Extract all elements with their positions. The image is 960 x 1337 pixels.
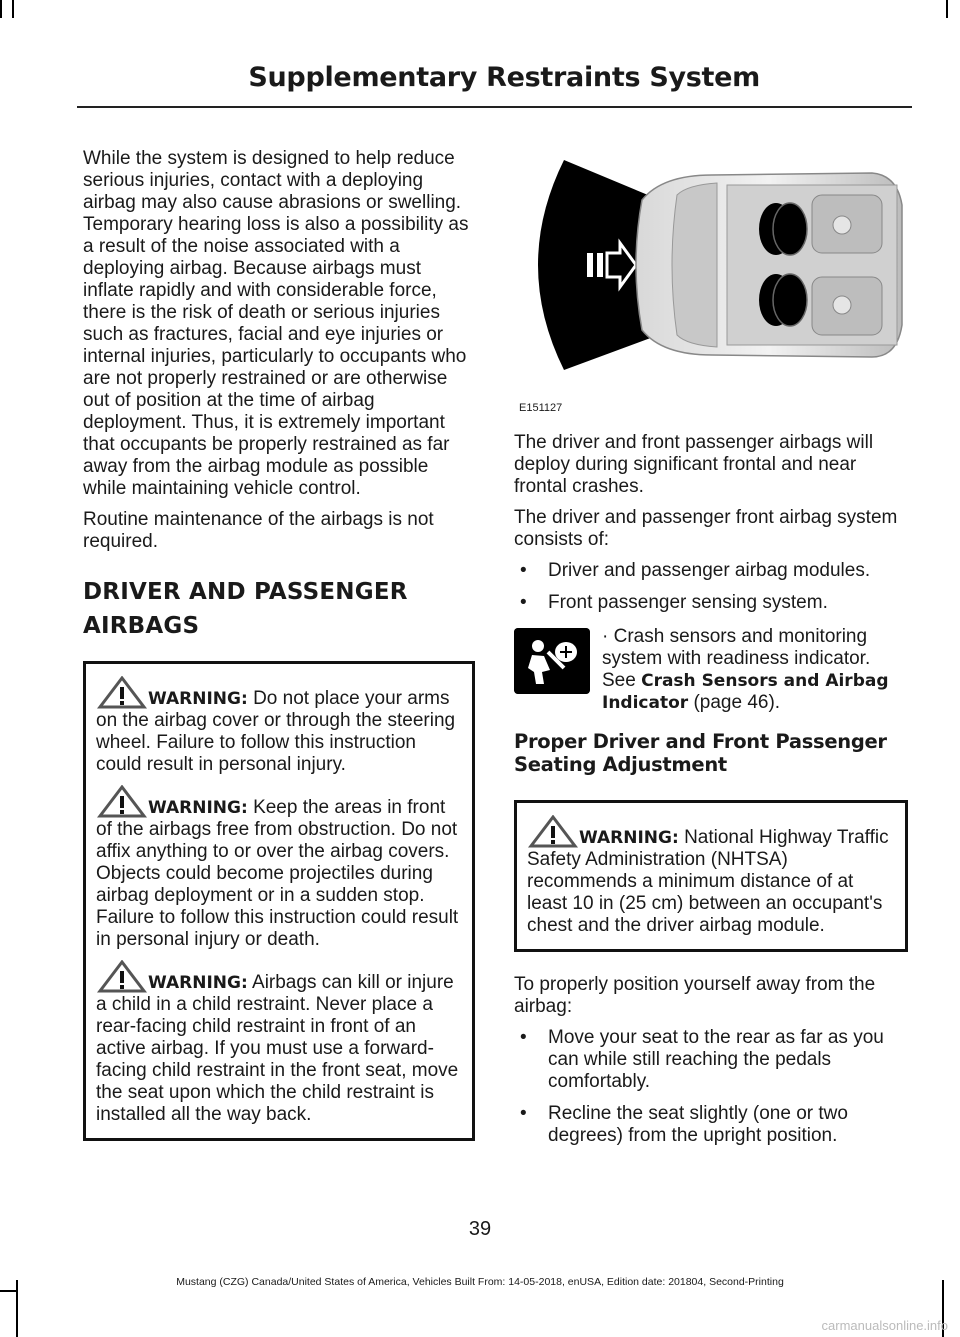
warning-triangle-icon: [96, 676, 148, 710]
warning-text: Airbags can kill or injure a child in a child restraint. Never place a rear-facing child restraint in front of an active airbag. If you must use a forward-facing child restraint in the front seat, move the seat upon which the child restraint is installed all the way back.: [96, 972, 459, 1125]
warning-item: [527, 815, 897, 937]
bullet-glyph: •: [520, 560, 527, 581]
warning-text: National Highway Traffic Safety Administration (NHTSA) recommends a minimum distance of at least 10 in (25 cm) between an occupant's chest and the driver airbag module.: [527, 827, 889, 936]
crash-sensor-link[interactable]: Crash Sensors and Airbag Indicator: [602, 671, 889, 713]
warning-label: WARNING:: [148, 798, 248, 818]
position-paragraph: To properly position yourself away from the airbag:: [514, 974, 876, 1017]
right-column: [514, 432, 908, 1159]
airbag-warning-icon: [514, 628, 590, 694]
maintenance-paragraph: Routine maintenance of the airbags is not required.: [83, 509, 434, 552]
warning-item: [96, 676, 464, 776]
deploy-paragraph: The driver and front passenger airbags will deploy during significant frontal and near frontal crashes.: [514, 432, 874, 497]
list-item: • Front passenger sensing system.: [520, 592, 828, 613]
subheading: Proper Driver and Front Passenger Seating Adjustment: [514, 730, 887, 776]
section-heading-line2: AIRBAGS: [83, 613, 200, 639]
bullet-glyph: •: [520, 592, 527, 613]
components-list: [514, 560, 908, 614]
page-number: 39: [468, 1218, 492, 1240]
position-list: [514, 1027, 908, 1147]
crash-sensor-text: · Crash sensors and monitoring system with readiness indicator. See: [602, 626, 871, 691]
warning-label: WARNING:: [148, 973, 248, 993]
list-item: • Recline the seat slightly (one or two degrees) from the upright position.: [520, 1103, 848, 1146]
warning-text: Keep the areas in front of the airbags free from obstruction. Do not affix anything to or over the airbag covers. Objects could become projectiles during airbag deployment or in a sudden stop. Failure to follow this instruction could result in personal injury or death.: [96, 797, 459, 950]
warning-box: [83, 661, 475, 1141]
header-rule: [77, 106, 912, 108]
warning-label: WARNING:: [579, 828, 679, 848]
bullet-glyph: •: [520, 1027, 527, 1048]
left-column: [83, 148, 475, 1141]
section-heading: [83, 575, 475, 643]
crash-sensor-block: [514, 626, 908, 714]
section-heading-line1: DRIVER AND PASSENGER: [83, 579, 408, 605]
figure-code: E151127: [519, 402, 563, 414]
warning-text: Do not place your arms on the airbag cover or through the steering wheel. Failure to follow this instruction could result in personal injury.: [96, 688, 456, 775]
warning-triangle-icon: [96, 960, 148, 994]
list-item: • Move your seat to the rear as far as you can while still reaching the pedals comfortably.: [520, 1027, 884, 1092]
warning-triangle-icon: [96, 785, 148, 819]
warning-item: [96, 785, 464, 951]
page-footer: Mustang (CZG) Canada/United States of America, Vehicles Built From: 14-05-2018, enUSA, Edition date: 201804, Second-Printing: [176, 1276, 784, 1288]
consists-paragraph: The driver and passenger front airbag system consists of:: [514, 507, 898, 550]
airbag-deployment-illustration: [512, 145, 906, 395]
warning-label: WARNING:: [148, 689, 248, 709]
crash-sensor-page: (page 46).: [693, 692, 781, 713]
watermark: carmanualsonline.info: [821, 1318, 948, 1333]
bullet-glyph: •: [520, 1103, 527, 1124]
list-item: • Driver and passenger airbag modules.: [520, 560, 871, 581]
crop-mark: [946, 0, 948, 18]
crop-mark: [12, 0, 14, 18]
crop-mark: [16, 1280, 18, 1337]
warning-triangle-icon: [527, 815, 579, 849]
crop-mark: [0, 0, 2, 18]
page-header-title: Supplementary Restraints System: [248, 62, 760, 93]
warning-box: [514, 800, 908, 952]
warning-item: [96, 960, 464, 1126]
intro-paragraph: While the system is designed to help reduce serious injuries, contact with a deploying airbag may also cause abrasions or swelling. Temporary hearing loss is also a possibility as a result of the noise associated with a deploying airbag. Because airbags must inflate rapidly and with considerable force, there is the risk of death or serious injuries such as fractures, facial and eye injuries or internal injuries, particularly to occupants who are not properly restrained or are otherwise out of position at the time of airbag deployment. Thus, it is extremely important that occupants be properly restrained as far away from the airbag module as possible while maintaining vehicle control.: [83, 148, 469, 499]
